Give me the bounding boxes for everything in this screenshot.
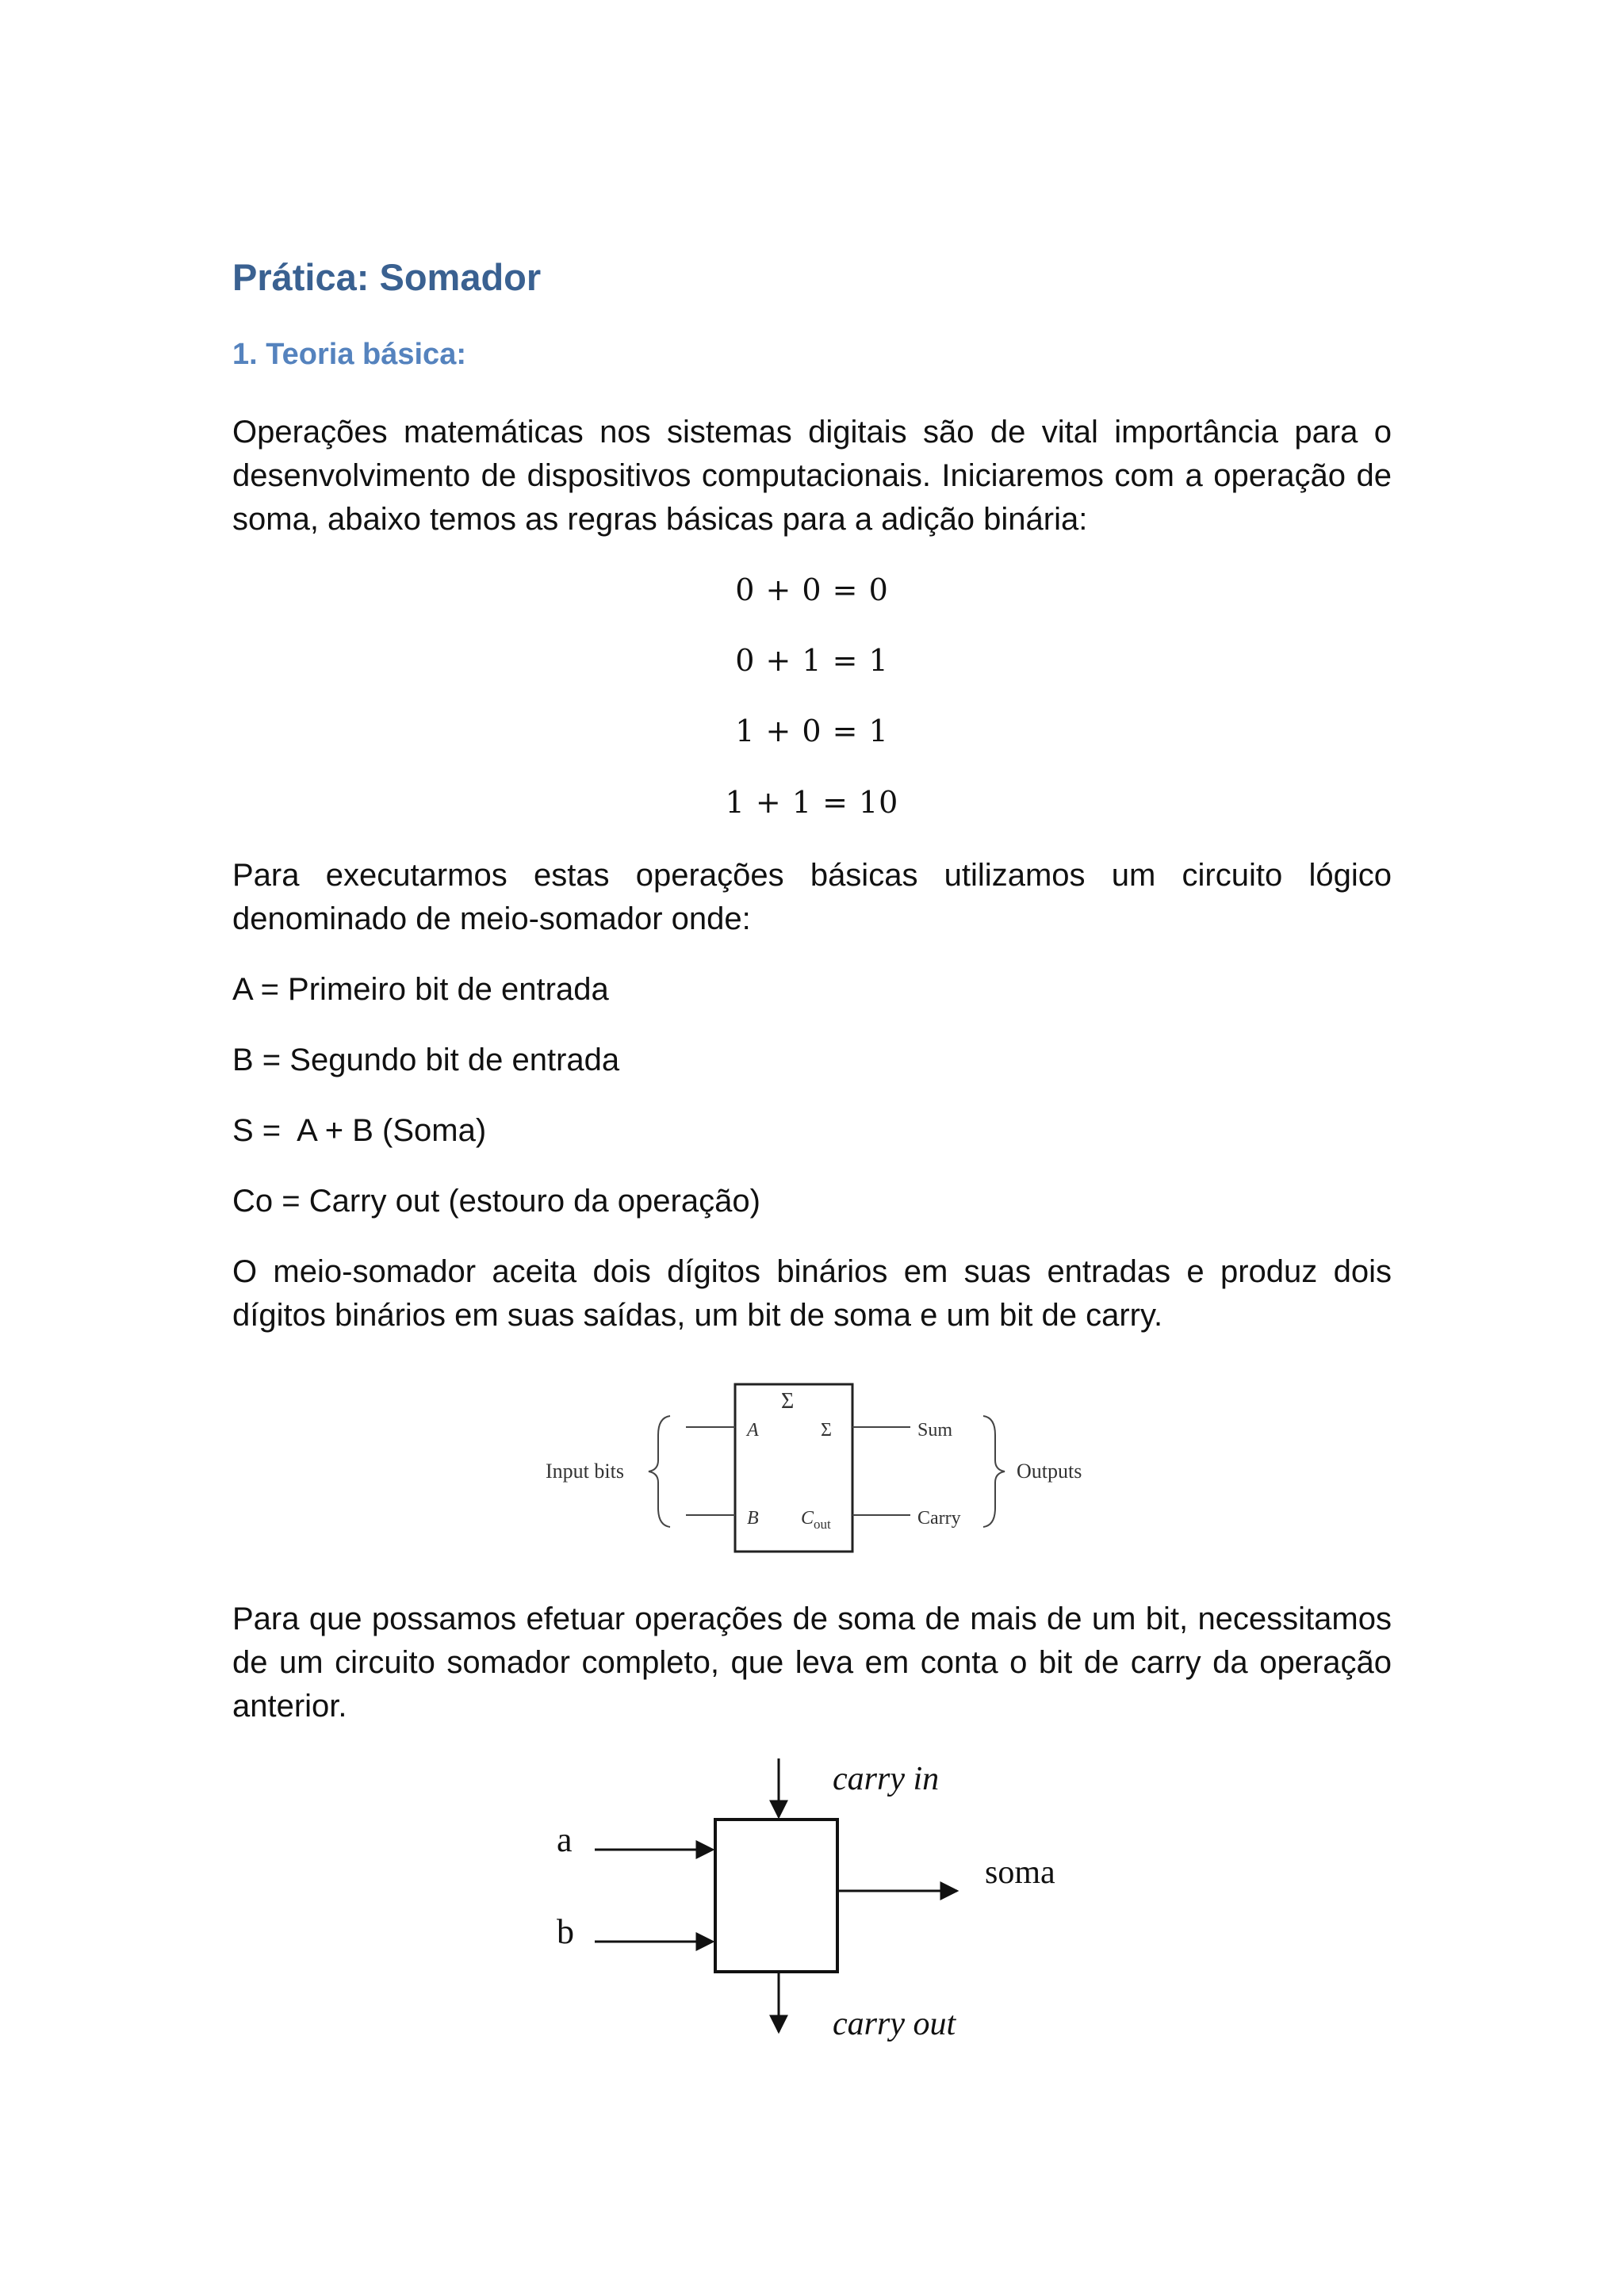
sigma-symbol-top: Σ <box>781 1389 795 1414</box>
input-b-label: B <box>747 1508 759 1529</box>
definition-s: S = A + B (Soma) <box>232 1113 487 1148</box>
sum-label: Sum <box>917 1420 953 1441</box>
output-brace-icon <box>983 1416 1005 1527</box>
definition-co: Co = Carry out (estouro da operação) <box>232 1184 760 1219</box>
carry-label: Carry <box>917 1508 961 1529</box>
equation-2: 0 + 1 = 1 <box>735 643 889 678</box>
input-brace-icon <box>649 1416 670 1527</box>
full-adder-intro: Para que possamos efetuar operações de soma de mais de um bit, necessitamos de um circuito somador completo, que leva em conta o bit de carry da operação anterior. <box>232 1601 1392 1724</box>
page-title: Prática: Somador <box>232 256 542 298</box>
intro-paragraph: Operações matemáticas nos sistemas digitais são de vital importância para o desenvolvimento de dispositivos computacionais. Iniciaremos com a operação de soma, abaixo temos as regras básicas para a adição binária: <box>232 415 1392 537</box>
definition-b: B = Segundo bit de entrada <box>232 1043 620 1077</box>
input-b-label: b <box>557 1912 574 1951</box>
input-a-label: a <box>557 1820 573 1859</box>
equation-3: 1 + 0 = 1 <box>735 714 889 748</box>
sigma-symbol-output: Σ <box>821 1420 832 1441</box>
half-adder-description: O meio-somador aceita dois dígitos binários em suas entradas e produz dois dígitos binários em suas saídas, um bit de soma e um bit de carry. <box>232 1254 1392 1333</box>
section-heading: 1. Teoria básica: <box>232 338 466 371</box>
definition-a: A = Primeiro bit de entrada <box>232 972 609 1007</box>
soma-label: soma <box>985 1854 1055 1891</box>
half-adder-intro: Para executarmos estas operações básicas utilizamos um circuito lógico denominado de meio-somador onde: <box>232 858 1392 936</box>
carry-in-label: carry in <box>833 1761 940 1797</box>
input-bits-label: Input bits <box>546 1460 624 1483</box>
full-adder-diagram <box>539 1744 1094 2061</box>
carry-out-label: carry out <box>833 2006 956 2042</box>
outputs-label: Outputs <box>1017 1460 1082 1483</box>
equation-4: 1 + 1 = 10 <box>725 785 899 820</box>
carry-out-label: $C_{out}$ <box>801 1508 831 1532</box>
half-adder-diagram <box>539 1372 1110 1562</box>
input-a-label: A <box>747 1420 759 1441</box>
full-adder-block <box>715 1820 837 1972</box>
equation-1: 0 + 0 = 0 <box>735 572 889 607</box>
